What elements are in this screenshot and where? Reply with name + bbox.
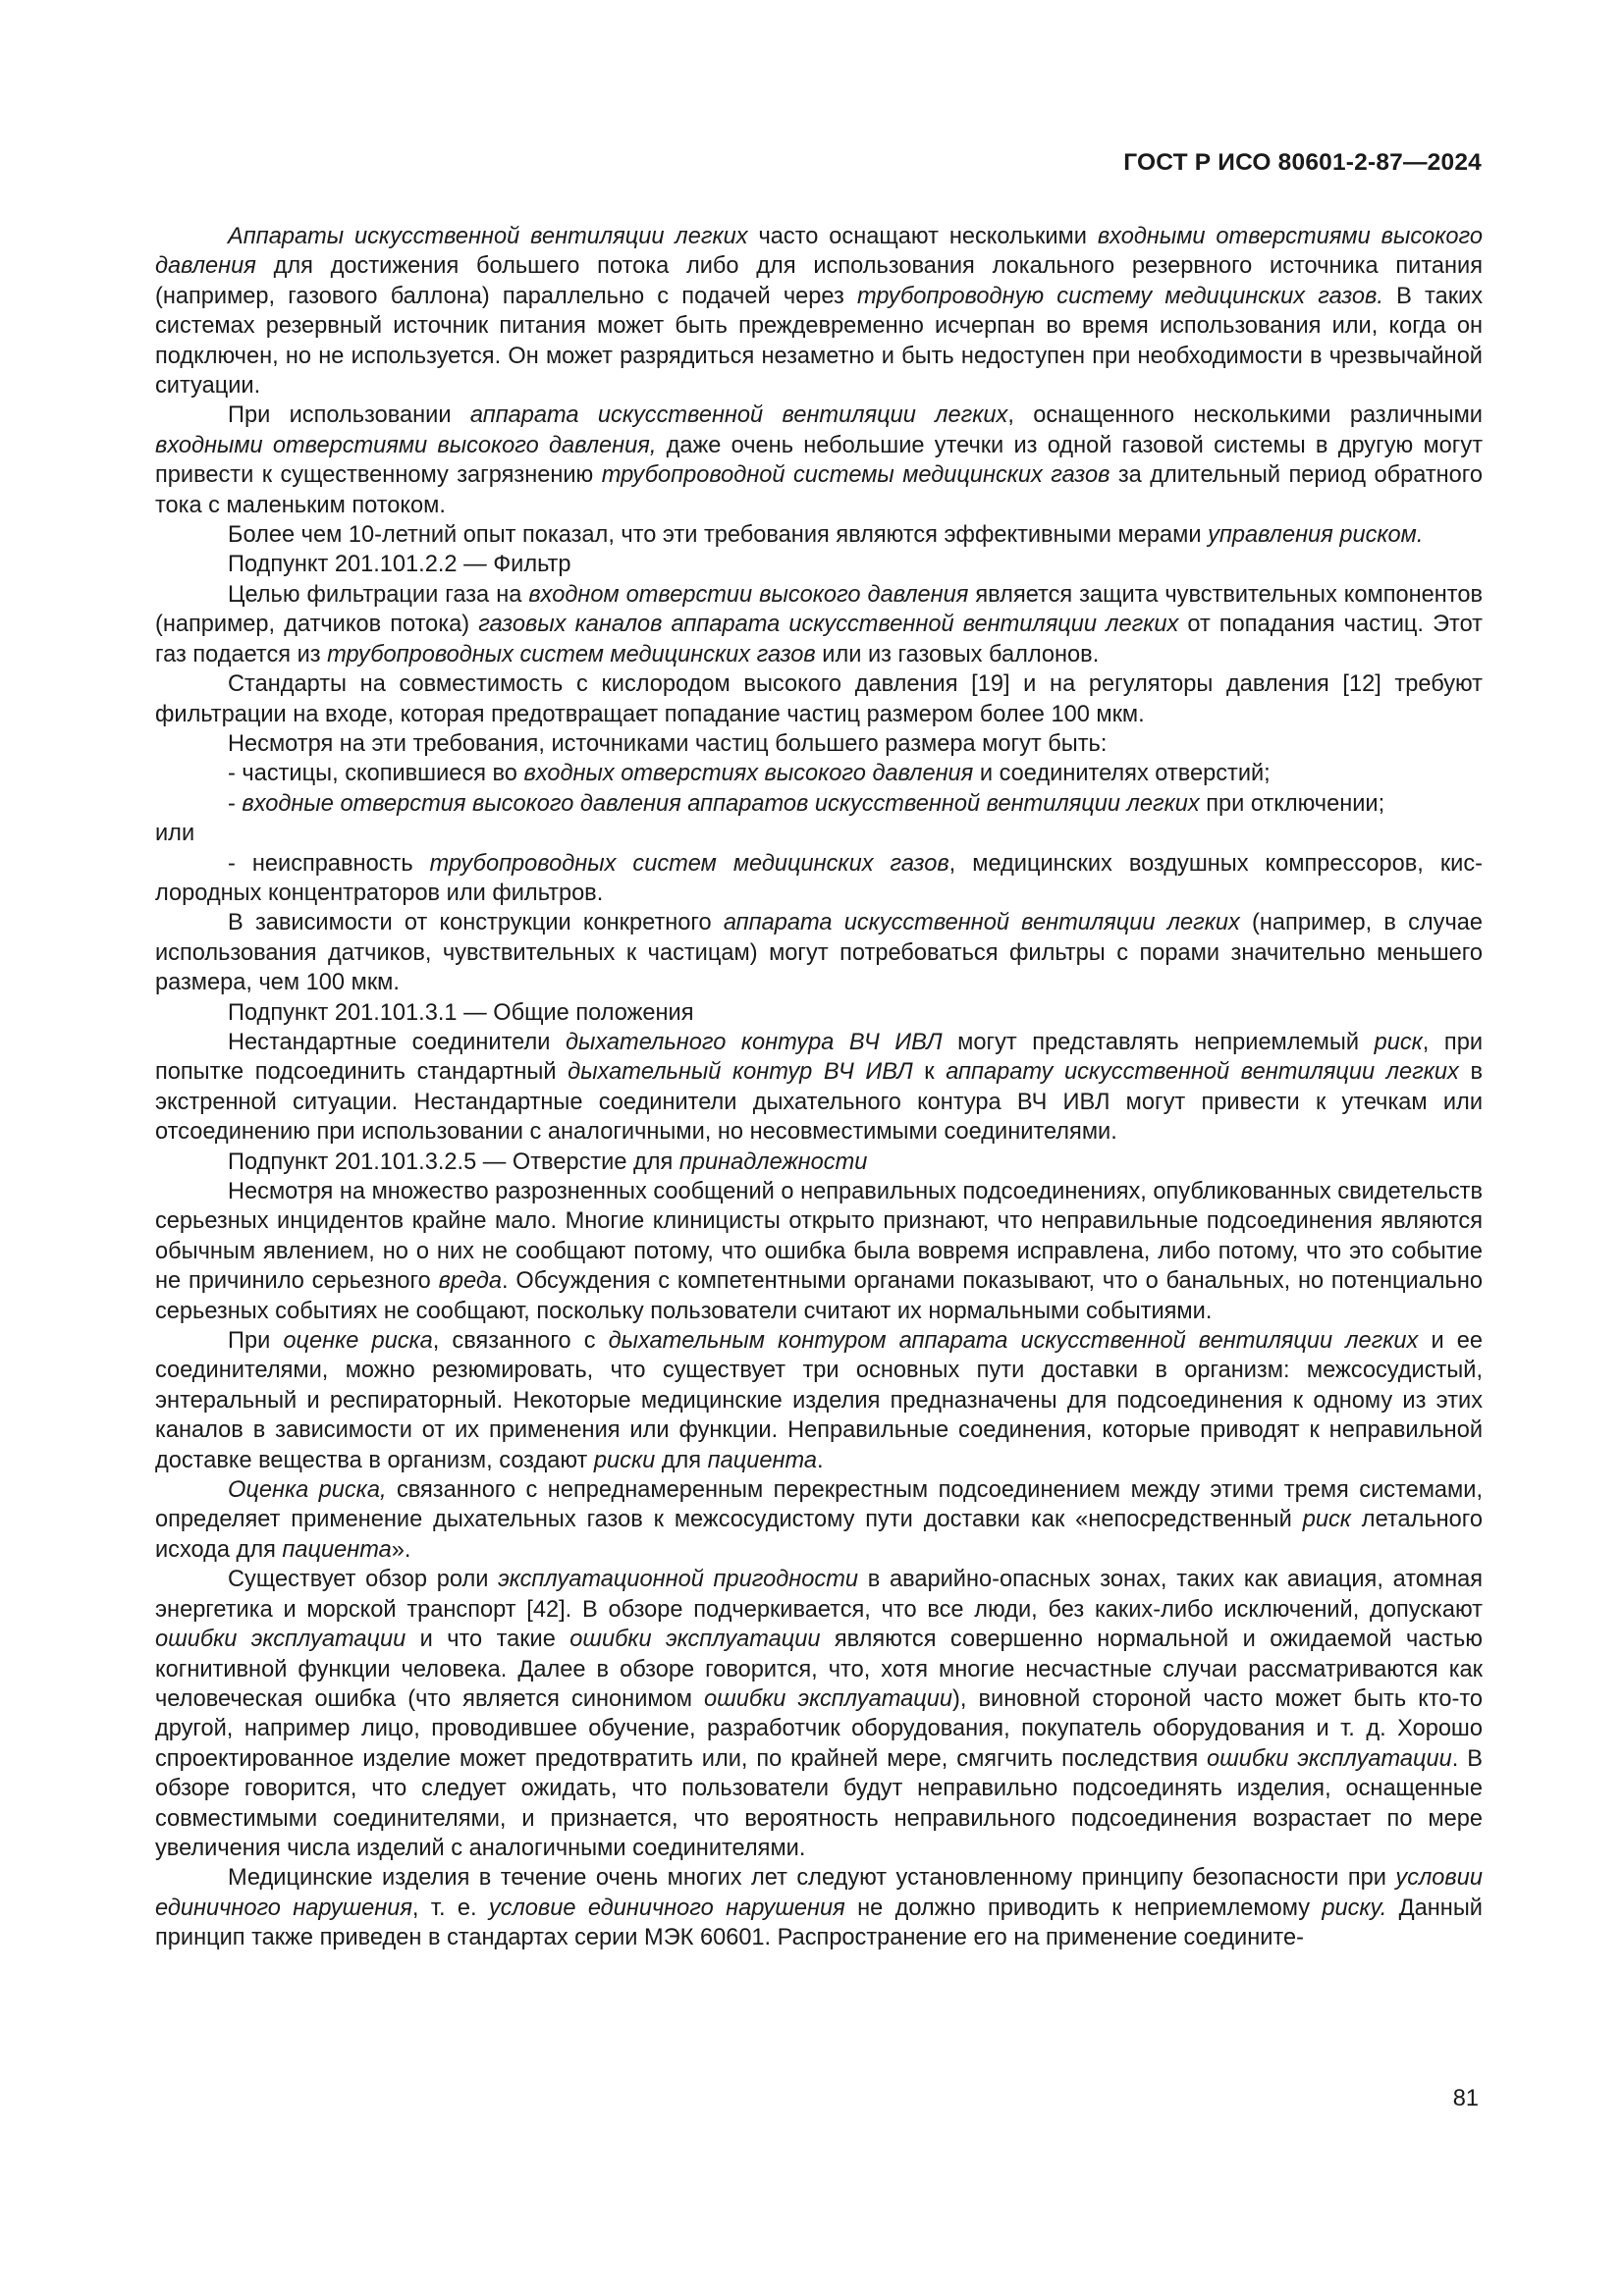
- emphasized-term: риску.: [1322, 1895, 1387, 1921]
- emphasized-term: входном отверстии высокого давления: [528, 581, 969, 608]
- paragraph: [155, 1863, 1483, 1952]
- emphasized-term: ошибки эксплуатации: [569, 1627, 821, 1653]
- emphasized-term: трубопроводных систем медицинских газов: [429, 850, 949, 877]
- text-run: Подпункт 201.101.2.2 — Фильтр: [228, 552, 571, 578]
- text-run: При использовании: [228, 402, 470, 429]
- text-run: в экстренной ситуации. Нестандартные соединители дыхательного контура ВЧ ИВЛ могут привести к утечкам или отсоединению при использовании с аналогичными, но несовместимыми соединителями.: [155, 1059, 1484, 1146]
- text-run: , медицинских воздушных компрессоров, кислородных концентраторов или фильтров.: [155, 850, 1483, 906]
- emphasized-term: управления риском.: [1208, 522, 1424, 549]
- emphasized-term: ошибки эксплуатации: [155, 1627, 406, 1653]
- emphasized-term: эксплуатационной пригодности: [498, 1567, 858, 1593]
- emphasized-term: пациента: [707, 1447, 817, 1473]
- text-run: и ее соединителями, можно резюмировать, что существует три основных пути доставки в организм: межсосудистый, энтеральный и респираторный. Некоторые медицинские изделия предназначены для подсоединения к одному из этих каналов в зависимости от их применения или функции. Неправильные соединения, которые приводят к неправильной доставке вещества в организм, создают: [155, 1328, 1483, 1473]
- text-run: летального исхода для: [155, 1507, 1483, 1563]
- text-run: , связанного с: [432, 1328, 609, 1355]
- text-run: (например, в случае использования датчиков, чувствительных к частицам) могут потребоваться фильтры с порами значительно меньшего размера, чем 100 мкм.: [155, 910, 1483, 996]
- text-run: В таких системах резервный источник питания может быть преждевременно исчерпан во время использования или, когда он подключен, но не используется. Он может разрядиться незаметно и быть недоступен при необходимости в чрезвычайной ситуации.: [155, 283, 1483, 400]
- text-run: и соединителях отверстий;: [973, 761, 1271, 787]
- paragraph: [155, 580, 1483, 669]
- emphasized-term: дыхательный контур ВЧ ИВЛ: [568, 1059, 913, 1086]
- text-run: . В обзоре говорится, что следует ожидать, что пользователи будут неправильно подсоединять изделия, оснащенные совместимыми соединителями, и признается, что вероятность неправильного подсоединения возрастает по мере увеличения числа изделий с аналогичными соединителями.: [155, 1745, 1483, 1861]
- paragraph: [155, 849, 1483, 909]
- emphasized-term: условии единичного нарушения: [155, 1865, 1483, 1921]
- text-run: могут представлять неприемлемый: [942, 1029, 1375, 1055]
- emphasized-term: входными отверстиями высокого давления,: [155, 432, 657, 458]
- text-run: от попадания частиц. Этот газ подается из: [155, 612, 1483, 667]
- text-run: или: [155, 821, 195, 847]
- paragraph: [155, 222, 1483, 400]
- text-run: или из газовых баллонов.: [815, 641, 1100, 667]
- text-run: .: [816, 1447, 824, 1473]
- text-run: При: [228, 1328, 284, 1355]
- text-run: . Обсуждения с компетентными органами показывают, что о банальных, но потенциально серьезных событиях не сообщают, поскольку пользователи считают их нормальными событиями.: [155, 1268, 1484, 1324]
- text-run: Подпункт 201.101.3.1 — Общие положения: [228, 999, 694, 1026]
- text-run: , оснащенного несколькими различными: [1007, 402, 1483, 429]
- text-run: для: [655, 1447, 708, 1473]
- paragraph: [155, 759, 1483, 788]
- emphasized-term: пациента: [282, 1536, 392, 1563]
- paragraph: [155, 1177, 1483, 1326]
- paragraph: [155, 998, 1483, 1028]
- paragraph: [155, 789, 1483, 819]
- paragraph: [155, 1028, 1483, 1148]
- text-run: ), виновной стороной часто может быть кто-то другой, например лицо, проводившее обучение, разработчик оборудования, покупатель оборудования и т. д. Хорошо спроектированное изделие может предотвратить или, по крайней мере, смягчить последствия: [155, 1685, 1483, 1772]
- document-body: [155, 222, 1483, 1953]
- emphasized-term: дыхательным контуром аппарата искусственной вентиляции легких: [608, 1328, 1419, 1355]
- text-run: , при попытке подсоединить стандартный: [155, 1029, 1484, 1086]
- paragraph: [155, 908, 1483, 997]
- paragraph: [155, 819, 1483, 848]
- emphasized-term: трубопроводную систему медицинских газов.: [856, 283, 1383, 309]
- text-run: Более чем 10-летний опыт показал, что эти требования являются эффективными мерами: [228, 522, 1209, 549]
- text-run: при отключении;: [1199, 790, 1385, 817]
- emphasized-term: трубопроводных систем медицинских газов: [327, 641, 816, 667]
- text-run: за длительный период обратного тока с маленьким потоком.: [155, 462, 1483, 518]
- emphasized-term: аппарата искусственной вентиляции легких: [469, 402, 1008, 429]
- paragraph: [155, 729, 1483, 759]
- emphasized-term: газовых каналов аппарата искусственной вентиляции легких: [478, 612, 1179, 638]
- paragraph: [155, 1148, 1483, 1177]
- paragraph: [155, 669, 1483, 729]
- text-run: - частицы, скопившиеся во: [228, 761, 524, 787]
- paragraph: [155, 1326, 1483, 1475]
- paragraph: [155, 1475, 1483, 1565]
- emphasized-term: аппарату искусственной вентиляции легких: [946, 1059, 1459, 1086]
- text-run: и что такие: [406, 1627, 570, 1653]
- text-run: -: [228, 790, 243, 817]
- text-run: В зависимости от конструкции конкретного: [228, 910, 724, 936]
- paragraph: [155, 400, 1483, 520]
- text-run: часто оснащают несколькими: [747, 224, 1098, 249]
- paragraph: [155, 550, 1483, 579]
- text-run: - неисправность: [228, 850, 430, 877]
- text-run: является защита чувствительных компонентов (например, датчиков потока): [155, 581, 1484, 638]
- emphasized-term: риск: [1374, 1029, 1423, 1055]
- text-run: Существует обзор роли: [228, 1567, 499, 1593]
- emphasized-term: риски: [593, 1447, 656, 1473]
- emphasized-term: входных отверстиях высокого давления: [523, 761, 974, 787]
- text-run: Нестандартные соединители: [228, 1029, 566, 1055]
- emphasized-term: входными отверстиями высокого давления: [155, 224, 1483, 280]
- text-run: Данный принцип также приведен в стандартах серии МЭК 60601. Распространение его на применение соедините-: [155, 1895, 1483, 1951]
- emphasized-term: ошибки эксплуатации: [704, 1685, 952, 1712]
- emphasized-term: Аппараты искусственной вентиляции легких: [228, 224, 748, 249]
- text-run: ».: [391, 1536, 411, 1563]
- emphasized-term: аппарата искусственной вентиляции легких: [723, 910, 1240, 936]
- text-run: Подпункт 201.101.3.2.5 — Отверстие для: [228, 1148, 679, 1175]
- emphasized-term: риск: [1302, 1507, 1351, 1533]
- emphasized-term: вреда: [438, 1268, 503, 1295]
- text-run: Несмотря на множество разрозненных сообщений о неправильных подсоединениях, опубликованных свидетельств серьезных инцидентов крайне мало. Многие клиницисты открыто признают, что неправильные подсоединения являются обычным явлением, но о них не сообщают потому, что ошибка была вовремя исправлена, либо потому, что это событие не причинило серьезного: [155, 1179, 1483, 1295]
- text-run: Медицинские изделия в течение очень многих лет следуют установленному принципу безопасности при: [228, 1865, 1396, 1892]
- emphasized-term: дыхательного контура ВЧ ИВЛ: [565, 1029, 943, 1055]
- text-run: для достижения большего потока либо для использования локального резервного источника питания (например, газового баллона) параллельно с подачей через: [155, 253, 1483, 309]
- emphasized-term: ошибки эксплуатации: [1207, 1745, 1452, 1772]
- emphasized-term: принадлежности: [678, 1148, 868, 1175]
- page-header-standard-id: ГОСТ Р ИСО 80601-2-87—2024: [1123, 149, 1482, 176]
- paragraph: [155, 520, 1483, 550]
- text-run: Несмотря на эти требования, источниками частиц большего размера могут быть:: [228, 730, 1108, 757]
- text-run: к: [912, 1059, 947, 1086]
- paragraph: [155, 1565, 1483, 1863]
- text-run: не должно приводить к неприемлемому: [844, 1895, 1323, 1921]
- emphasized-term: оценке риска: [283, 1328, 433, 1355]
- text-run: связанного с непреднамеренным перекрестным подсоединением между этими тремя системами, определяет применение дыхательных газов к межсосудистому пути доставки как «непосредственный: [155, 1477, 1484, 1533]
- text-run: Стандарты на совместимость с кислородом высокого давления [19] и на регуляторы давления [12] требуют фильтрации на входе, которая предотвращает попадание частиц размером более 100 мкм.: [155, 671, 1483, 727]
- page-number: 81: [1452, 2086, 1479, 2111]
- text-run: , т. е.: [411, 1895, 489, 1921]
- emphasized-term: Оценка риска,: [228, 1477, 387, 1504]
- emphasized-term: трубопроводной системы медицинских газов: [601, 462, 1110, 489]
- text-run: являются совершенно нормальной и ожидаемой частью когнитивной функции человека. Далее в обзоре говорится, что, хотя многие несчастные случаи рассматриваются как человеческая ошибка (что является синонимом: [155, 1627, 1483, 1712]
- text-run: Целью фильтрации газа на: [228, 581, 529, 608]
- emphasized-term: входные отверстия высокого давления аппаратов искусственной вентиляции легких: [242, 790, 1200, 817]
- text-run: в аварийно-опасных зонах, таких как авиация, атомная энергетика и морской транспорт [42]. В обзоре подчеркивается, что все люди, без каких-либо исключений, допускают: [155, 1567, 1484, 1623]
- emphasized-term: условие единичного нарушения: [488, 1895, 845, 1921]
- text-run: даже очень небольшие утечки из одной газовой системы в другую могут привести к существенному загрязнению: [155, 432, 1483, 489]
